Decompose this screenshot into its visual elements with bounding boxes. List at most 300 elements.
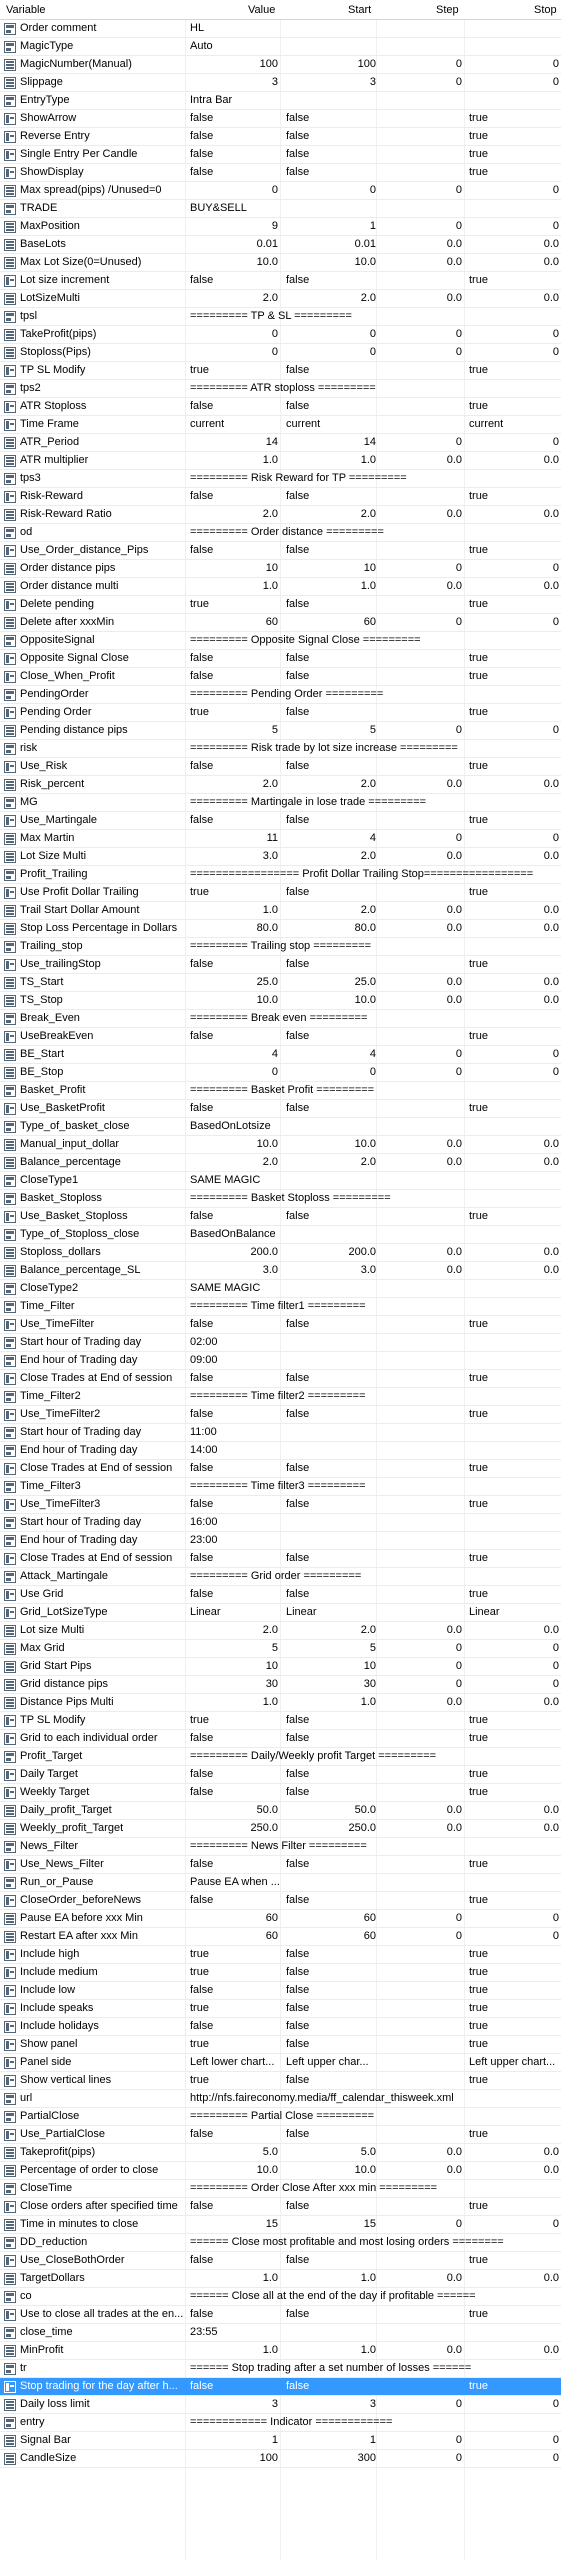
parameter-row[interactable] — [0, 2090, 561, 2108]
parameter-value[interactable]: 1.0 — [262, 454, 278, 466]
parameter-value[interactable]: false — [190, 112, 214, 124]
parameter-stop[interactable]: true — [469, 598, 488, 610]
parameter-start[interactable]: false — [286, 760, 310, 772]
parameter-row[interactable] — [0, 308, 561, 326]
parameter-stop[interactable]: 0 — [552, 436, 559, 448]
parameter-stop[interactable]: true — [469, 364, 488, 376]
parameter-value[interactable]: false — [190, 490, 214, 502]
parameter-value[interactable]: false — [190, 1372, 214, 1384]
parameter-row[interactable] — [0, 1064, 561, 1082]
parameter-row[interactable] — [0, 272, 561, 290]
parameter-row[interactable] — [0, 254, 561, 272]
parameter-row[interactable] — [0, 866, 561, 884]
parameter-step[interactable]: 0.0 — [446, 850, 462, 862]
parameter-stop[interactable]: true — [469, 2308, 488, 2320]
parameter-row[interactable] — [0, 1208, 561, 1226]
parameter-start[interactable]: 10.0 — [354, 1138, 376, 1150]
parameter-start[interactable]: false — [286, 1552, 310, 1564]
parameter-value[interactable]: 200.0 — [250, 1246, 278, 1258]
parameter-start[interactable]: false — [286, 364, 310, 376]
parameter-stop[interactable]: 0 — [552, 2452, 559, 2464]
parameter-stop[interactable]: true — [469, 130, 488, 142]
parameter-row[interactable] — [0, 2252, 561, 2270]
parameter-value[interactable]: 5 — [271, 1642, 278, 1654]
parameter-step[interactable]: 0 — [455, 1678, 462, 1690]
parameter-start[interactable]: false — [286, 130, 310, 142]
parameter-step[interactable]: 0.0 — [446, 1804, 462, 1816]
parameter-start[interactable]: 1.0 — [360, 2344, 376, 2356]
parameter-value[interactable]: ========= Order Close After xxx min ========= — [190, 2182, 438, 2194]
parameter-row[interactable] — [0, 704, 561, 722]
parameter-row[interactable] — [0, 1874, 561, 1892]
parameter-value[interactable]: true — [190, 706, 209, 718]
parameter-step[interactable]: 0 — [455, 1066, 462, 1078]
parameter-start[interactable]: false — [286, 112, 310, 124]
parameter-row[interactable] — [0, 722, 561, 740]
parameter-row[interactable] — [0, 758, 561, 776]
parameter-row[interactable] — [0, 380, 561, 398]
parameter-row[interactable] — [0, 1730, 561, 1748]
parameter-value[interactable]: 10 — [265, 562, 278, 574]
parameter-row[interactable] — [0, 2414, 561, 2432]
parameter-stop[interactable]: 0 — [552, 724, 559, 736]
parameter-row[interactable] — [0, 560, 561, 578]
parameter-value[interactable]: 14 — [265, 436, 278, 448]
parameter-row[interactable] — [0, 1964, 561, 1982]
parameter-start[interactable]: false — [286, 814, 310, 826]
parameter-stop[interactable]: true — [469, 1894, 488, 1906]
parameter-step[interactable]: 0 — [455, 1660, 462, 1672]
parameter-row[interactable] — [0, 1784, 561, 1802]
parameter-value[interactable]: ========= Time filter2 ========= — [190, 1390, 366, 1402]
parameter-stop[interactable]: 0.0 — [543, 454, 559, 466]
parameter-stop[interactable]: 0.0 — [543, 292, 559, 304]
parameter-row[interactable] — [0, 146, 561, 164]
parameter-row[interactable] — [0, 1748, 561, 1766]
parameter-row[interactable] — [0, 74, 561, 92]
parameter-value[interactable]: ========= Pending Order ========= — [190, 688, 384, 700]
parameter-step[interactable]: 0 — [455, 1048, 462, 1060]
parameter-row[interactable] — [0, 1046, 561, 1064]
parameter-start[interactable]: 30 — [363, 1678, 376, 1690]
parameter-start[interactable]: Left upper char... — [286, 2056, 369, 2068]
parameter-value[interactable]: false — [190, 2380, 214, 2392]
parameter-value[interactable]: false — [190, 1408, 214, 1420]
parameter-step[interactable]: 0 — [455, 328, 462, 340]
parameter-stop[interactable]: 0.0 — [543, 238, 559, 250]
parameter-start[interactable]: false — [286, 1408, 310, 1420]
parameter-row[interactable] — [0, 1838, 561, 1856]
parameter-value[interactable]: 3.0 — [262, 850, 278, 862]
parameter-step[interactable]: 0.0 — [446, 1696, 462, 1708]
parameter-stop[interactable]: 0.0 — [543, 1624, 559, 1636]
parameter-start[interactable]: false — [286, 1462, 310, 1474]
parameter-value[interactable]: ========= Opposite Signal Close ========= — [190, 634, 421, 646]
parameter-start[interactable]: false — [286, 2020, 310, 2032]
parameter-start[interactable]: false — [286, 1210, 310, 1222]
parameter-stop[interactable]: true — [469, 274, 488, 286]
parameter-start[interactable]: false — [286, 274, 310, 286]
parameter-stop[interactable]: Linear — [469, 1606, 500, 1618]
parameter-start[interactable]: 80.0 — [354, 922, 376, 934]
parameter-value[interactable]: false — [190, 670, 214, 682]
parameter-value[interactable]: 60 — [265, 1912, 278, 1924]
parameter-value[interactable]: 1.0 — [262, 2344, 278, 2356]
parameter-value[interactable]: false — [190, 544, 214, 556]
parameter-value[interactable]: false — [190, 2128, 214, 2140]
parameter-start[interactable]: 60 — [363, 1930, 376, 1942]
parameter-start[interactable]: 10.0 — [354, 994, 376, 1006]
parameter-stop[interactable]: true — [469, 1714, 488, 1726]
parameter-step[interactable]: 0.0 — [446, 1624, 462, 1636]
parameter-stop[interactable]: 0.0 — [543, 2146, 559, 2158]
parameter-step[interactable]: 0 — [455, 832, 462, 844]
parameter-stop[interactable]: true — [469, 1858, 488, 1870]
parameter-value[interactable]: 10.0 — [256, 1138, 278, 1150]
parameter-start[interactable]: false — [286, 1966, 310, 1978]
parameter-value[interactable]: ========= Time filter3 ========= — [190, 1480, 366, 1492]
parameter-step[interactable]: 0 — [455, 2218, 462, 2230]
parameter-start[interactable]: false — [286, 1948, 310, 1960]
parameter-start[interactable]: false — [286, 2038, 310, 2050]
parameter-row[interactable] — [0, 1010, 561, 1028]
parameter-value[interactable]: ========= Basket Stoploss ========= — [190, 1192, 391, 1204]
parameter-start[interactable]: false — [286, 1714, 310, 1726]
parameter-value[interactable]: false — [190, 2308, 214, 2320]
parameter-value[interactable]: HL — [190, 22, 205, 34]
parameter-stop[interactable]: true — [469, 1552, 488, 1564]
parameter-stop[interactable]: 0.0 — [543, 904, 559, 916]
parameter-stop[interactable]: true — [469, 1588, 488, 1600]
parameter-start[interactable]: 50.0 — [354, 1804, 376, 1816]
parameter-row[interactable] — [0, 1928, 561, 1946]
parameter-stop[interactable]: true — [469, 1768, 488, 1780]
parameter-stop[interactable]: 0 — [552, 184, 559, 196]
parameter-row[interactable] — [0, 794, 561, 812]
parameter-stop[interactable]: true — [469, 1318, 488, 1330]
parameter-row[interactable] — [0, 1802, 561, 1820]
parameter-row[interactable] — [0, 2396, 561, 2414]
parameter-start[interactable]: 60 — [363, 1912, 376, 1924]
parameter-value[interactable]: false — [190, 652, 214, 664]
parameter-row[interactable] — [0, 1766, 561, 1784]
parameter-step[interactable]: 0.0 — [446, 1264, 462, 1276]
parameter-value[interactable]: 60 — [265, 1930, 278, 1942]
parameter-value[interactable]: 100 — [259, 58, 278, 70]
parameter-value[interactable]: false — [190, 166, 214, 178]
parameter-value[interactable]: ========= Break even ========= — [190, 1012, 368, 1024]
parameter-stop[interactable]: current — [469, 418, 504, 430]
parameter-stop[interactable]: true — [469, 2128, 488, 2140]
parameter-value[interactable]: 10.0 — [256, 2164, 278, 2176]
parameter-value[interactable]: false — [190, 1498, 214, 1510]
parameter-step[interactable]: 0.0 — [446, 976, 462, 988]
parameter-stop[interactable]: true — [469, 1102, 488, 1114]
parameter-row[interactable] — [0, 668, 561, 686]
parameter-start[interactable]: 2.0 — [360, 1156, 376, 1168]
parameter-stop[interactable]: 0.0 — [543, 1246, 559, 1258]
parameter-value[interactable]: ====== Close most profitable and most losing orders ======== — [190, 2236, 504, 2248]
parameter-start[interactable]: 5 — [369, 724, 376, 736]
parameter-value[interactable]: true — [190, 2074, 209, 2086]
parameter-row[interactable] — [0, 218, 561, 236]
parameter-start[interactable]: 25.0 — [354, 976, 376, 988]
header-variable[interactable]: Variable — [6, 4, 46, 16]
parameter-value[interactable]: true — [190, 364, 209, 376]
parameter-stop[interactable]: 0 — [552, 1912, 559, 1924]
parameter-stop[interactable]: true — [469, 958, 488, 970]
parameter-value[interactable]: ========= Risk trade by lot size increase ========= — [190, 742, 458, 754]
parameter-row[interactable] — [0, 1550, 561, 1568]
parameter-value[interactable]: true — [190, 1966, 209, 1978]
parameter-row[interactable] — [0, 686, 561, 704]
parameter-row[interactable] — [0, 2378, 561, 2396]
parameter-value[interactable]: false — [190, 1210, 214, 1222]
parameter-stop[interactable]: true — [469, 1210, 488, 1222]
parameter-row[interactable] — [0, 344, 561, 362]
parameter-value[interactable]: Linear — [190, 1606, 221, 1618]
parameter-stop[interactable]: 0 — [552, 562, 559, 574]
parameter-value[interactable]: false — [190, 274, 214, 286]
parameter-stop[interactable]: 0 — [552, 328, 559, 340]
parameter-row[interactable] — [0, 236, 561, 254]
parameter-stop[interactable]: 0.0 — [543, 1138, 559, 1150]
parameter-value[interactable]: false — [190, 130, 214, 142]
parameter-value[interactable]: ========= Partial Close ========= — [190, 2110, 375, 2122]
parameter-stop[interactable]: 0.0 — [543, 1804, 559, 1816]
parameter-stop[interactable]: 0.0 — [543, 1264, 559, 1276]
parameter-value[interactable]: BasedOnLotsize — [190, 1120, 271, 1132]
parameter-stop[interactable]: true — [469, 1984, 488, 1996]
parameter-stop[interactable]: true — [469, 1372, 488, 1384]
parameter-row[interactable] — [0, 1226, 561, 1244]
parameter-start[interactable]: false — [286, 490, 310, 502]
parameter-start[interactable]: false — [286, 2200, 310, 2212]
parameter-value[interactable]: 02:00 — [190, 1336, 218, 1348]
parameter-row[interactable] — [0, 56, 561, 74]
parameter-row[interactable] — [0, 812, 561, 830]
parameter-row[interactable] — [0, 2360, 561, 2378]
parameter-stop[interactable]: true — [469, 652, 488, 664]
parameter-row[interactable] — [0, 740, 561, 758]
parameter-stop[interactable]: 0.0 — [543, 2272, 559, 2284]
parameter-value[interactable]: Pause EA when ... — [190, 1876, 280, 1888]
parameter-stop[interactable]: true — [469, 1966, 488, 1978]
parameter-stop[interactable]: 0 — [552, 58, 559, 70]
parameter-start[interactable]: 4 — [369, 1048, 376, 1060]
parameter-row[interactable] — [0, 1334, 561, 1352]
parameter-step[interactable]: 0 — [455, 1912, 462, 1924]
parameter-start[interactable]: false — [286, 1984, 310, 1996]
parameter-value[interactable]: 0 — [271, 1066, 278, 1078]
parameter-row[interactable] — [0, 1946, 561, 1964]
parameter-row[interactable] — [0, 398, 561, 416]
parameter-value[interactable]: 250.0 — [250, 1822, 278, 1834]
parameter-start[interactable]: 0.01 — [354, 238, 376, 250]
parameter-value[interactable]: true — [190, 598, 209, 610]
parameter-stop[interactable]: 0.0 — [543, 1822, 559, 1834]
parameter-step[interactable]: 0.0 — [446, 2344, 462, 2356]
parameter-row[interactable] — [0, 434, 561, 452]
parameter-row[interactable] — [0, 1316, 561, 1334]
parameter-start[interactable]: false — [286, 2002, 310, 2014]
parameter-stop[interactable]: 0 — [552, 1048, 559, 1060]
parameter-step[interactable]: 0 — [455, 436, 462, 448]
parameter-step[interactable]: 0 — [455, 1930, 462, 1942]
parameter-stop[interactable]: 0 — [552, 1930, 559, 1942]
parameter-value[interactable]: false — [190, 1030, 214, 1042]
parameter-value[interactable]: 10.0 — [256, 994, 278, 1006]
parameter-value[interactable]: false — [190, 958, 214, 970]
parameter-row[interactable] — [0, 506, 561, 524]
parameter-row[interactable] — [0, 1982, 561, 2000]
parameter-stop[interactable]: 0 — [552, 2398, 559, 2410]
parameter-row[interactable] — [0, 452, 561, 470]
parameter-row[interactable] — [0, 1568, 561, 1586]
parameter-row[interactable] — [0, 2432, 561, 2450]
parameter-step[interactable]: 0.0 — [446, 1246, 462, 1258]
parameter-step[interactable]: 0 — [455, 76, 462, 88]
parameter-value[interactable]: Auto — [190, 40, 213, 52]
parameter-row[interactable] — [0, 524, 561, 542]
parameter-start[interactable]: 250.0 — [348, 1822, 376, 1834]
parameter-row[interactable] — [0, 1154, 561, 1172]
parameter-value[interactable]: 60 — [265, 616, 278, 628]
parameter-value[interactable]: 3 — [271, 2398, 278, 2410]
parameter-start[interactable]: 3 — [369, 2398, 376, 2410]
parameter-stop[interactable]: true — [469, 1786, 488, 1798]
parameter-start[interactable]: false — [286, 1768, 310, 1780]
parameter-start[interactable]: 15 — [363, 2218, 376, 2230]
parameter-stop[interactable]: 0 — [552, 1066, 559, 1078]
parameter-value[interactable]: 3 — [271, 76, 278, 88]
parameter-value[interactable]: 2.0 — [262, 778, 278, 790]
parameter-value[interactable]: false — [190, 760, 214, 772]
parameter-row[interactable] — [0, 2072, 561, 2090]
parameter-row[interactable] — [0, 128, 561, 146]
parameter-value[interactable]: ====== Close all at the end of the day if profitable ====== — [190, 2290, 476, 2302]
parameter-start[interactable]: 60 — [363, 616, 376, 628]
parameter-row[interactable] — [0, 1622, 561, 1640]
parameter-stop[interactable]: true — [469, 112, 488, 124]
parameter-start[interactable]: 1.0 — [360, 1696, 376, 1708]
parameter-value[interactable]: false — [190, 1768, 214, 1780]
parameter-value[interactable]: 50.0 — [256, 1804, 278, 1816]
parameter-stop[interactable]: 0 — [552, 76, 559, 88]
parameter-value[interactable]: 14:00 — [190, 1444, 218, 1456]
parameter-stop[interactable]: 0.0 — [543, 2344, 559, 2356]
parameter-value[interactable]: 0 — [271, 184, 278, 196]
parameter-step[interactable]: 0.0 — [446, 454, 462, 466]
parameter-value[interactable]: 0 — [271, 346, 278, 358]
parameter-stop[interactable]: 0.0 — [543, 994, 559, 1006]
parameter-start[interactable]: false — [286, 544, 310, 556]
parameter-start[interactable]: false — [286, 958, 310, 970]
parameter-row[interactable] — [0, 614, 561, 632]
parameter-value[interactable]: ========= Grid order ========= — [190, 1570, 362, 1582]
parameter-value[interactable]: BasedOnBalance — [190, 1228, 276, 1240]
parameter-row[interactable] — [0, 2306, 561, 2324]
parameter-start[interactable]: 200.0 — [348, 1246, 376, 1258]
parameter-start[interactable]: false — [286, 670, 310, 682]
parameter-stop[interactable]: 0.0 — [543, 580, 559, 592]
parameter-stop[interactable]: true — [469, 706, 488, 718]
parameter-step[interactable]: 0.0 — [446, 1822, 462, 1834]
parameter-stop[interactable]: true — [469, 1498, 488, 1510]
parameter-start[interactable]: 3.0 — [360, 1264, 376, 1276]
parameter-start[interactable]: false — [286, 2308, 310, 2320]
parameter-stop[interactable]: 0 — [552, 1678, 559, 1690]
parameter-value[interactable]: SAME MAGIC — [190, 1282, 261, 1294]
parameter-step[interactable]: 0.0 — [446, 1156, 462, 1168]
parameter-value[interactable]: 23:55 — [190, 2326, 218, 2338]
parameter-value[interactable]: true — [190, 2002, 209, 2014]
parameter-value[interactable]: 3.0 — [262, 1264, 278, 1276]
parameter-row[interactable] — [0, 1640, 561, 1658]
parameter-value[interactable]: SAME MAGIC — [190, 1174, 261, 1186]
parameter-stop[interactable]: 0.0 — [543, 976, 559, 988]
parameter-stop[interactable]: true — [469, 2074, 488, 2086]
parameter-value[interactable]: true — [190, 1948, 209, 1960]
parameter-value[interactable]: 1.0 — [262, 1696, 278, 1708]
parameter-row[interactable] — [0, 1262, 561, 1280]
parameter-value[interactable]: false — [190, 1588, 214, 1600]
parameter-value[interactable]: false — [190, 814, 214, 826]
parameter-value[interactable]: 5 — [271, 724, 278, 736]
parameter-row[interactable] — [0, 1136, 561, 1154]
parameter-value[interactable]: ========= Basket Profit ========= — [190, 1084, 375, 1096]
parameter-step[interactable]: 0 — [455, 2398, 462, 2410]
parameter-start[interactable]: 4 — [369, 832, 376, 844]
parameter-value[interactable]: true — [190, 1714, 209, 1726]
parameter-stop[interactable]: 0.0 — [543, 1696, 559, 1708]
header-step[interactable]: Step — [436, 4, 459, 16]
parameter-stop[interactable]: 0 — [552, 2218, 559, 2230]
parameter-row[interactable] — [0, 1712, 561, 1730]
parameter-row[interactable] — [0, 542, 561, 560]
parameter-stop[interactable]: 0.0 — [543, 256, 559, 268]
header-stop[interactable]: Stop — [534, 4, 557, 16]
parameter-value[interactable]: false — [190, 1732, 214, 1744]
parameter-step[interactable]: 0 — [455, 346, 462, 358]
parameter-value[interactable]: 23:00 — [190, 1534, 218, 1546]
parameter-start[interactable]: 0 — [369, 184, 376, 196]
parameter-row[interactable] — [0, 1892, 561, 1910]
parameter-start[interactable]: false — [286, 652, 310, 664]
parameter-start[interactable]: 300 — [357, 2452, 376, 2464]
parameter-step[interactable]: 0.0 — [446, 994, 462, 1006]
parameter-start[interactable]: false — [286, 706, 310, 718]
parameter-value[interactable]: Intra Bar — [190, 94, 233, 106]
parameter-step[interactable]: 0 — [455, 1642, 462, 1654]
parameter-row[interactable] — [0, 470, 561, 488]
parameter-value[interactable]: ========= ATR stoploss ========= — [190, 382, 376, 394]
parameter-value[interactable]: BUY&SELL — [190, 202, 247, 214]
parameter-start[interactable]: 3 — [369, 76, 376, 88]
parameter-row[interactable] — [0, 2450, 561, 2468]
parameter-stop[interactable]: 0.0 — [543, 2164, 559, 2176]
parameter-stop[interactable]: true — [469, 670, 488, 682]
parameter-stop[interactable]: 0 — [552, 220, 559, 232]
parameter-value[interactable]: 1 — [271, 2434, 278, 2446]
header-value[interactable]: Value — [248, 4, 276, 16]
parameter-start[interactable]: false — [286, 166, 310, 178]
parameter-value[interactable]: 2.0 — [262, 292, 278, 304]
parameter-row[interactable] — [0, 1532, 561, 1550]
parameter-value[interactable]: 10 — [265, 1660, 278, 1672]
parameter-start[interactable]: false — [286, 400, 310, 412]
parameter-start[interactable]: 14 — [363, 436, 376, 448]
